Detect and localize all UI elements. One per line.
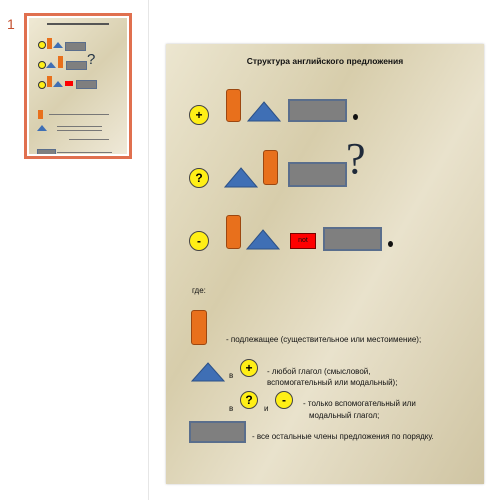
slide-title[interactable]: Структура английского предложения: [246, 56, 404, 66]
slide-editor: [149, 0, 500, 500]
thumb-title-line: [47, 23, 109, 25]
legend-and-word[interactable]: и: [264, 404, 269, 413]
period-mark[interactable]: [353, 114, 358, 120]
legend-any-verb-line2[interactable]: вспомогательный или модальный);: [267, 378, 398, 387]
legend-aux-line1[interactable]: - только вспомогательный или: [303, 399, 416, 408]
legend-rest-text[interactable]: - все остальные члены предложения по порядку.: [252, 432, 434, 441]
rest-members-shape[interactable]: [288, 162, 347, 187]
thumb-rect-gray: [76, 80, 97, 89]
thumb-text-line: [57, 152, 112, 153]
thumb-triangle: [53, 42, 63, 48]
thumb-question-mark: ?: [87, 51, 96, 68]
thumb-circle-minus: [38, 81, 46, 89]
subject-shape[interactable]: [226, 89, 241, 122]
legend-minus-circle-icon[interactable]: -: [275, 391, 293, 409]
thumb-text-line: [57, 126, 102, 127]
legend-in-word[interactable]: в: [229, 404, 234, 413]
thumb-rect-gray: [65, 42, 86, 51]
subject-shape[interactable]: [226, 215, 241, 249]
period-mark[interactable]: [388, 241, 393, 247]
subject-shape[interactable]: [263, 150, 278, 185]
thumb-rect-orange: [47, 76, 52, 87]
thumb-triangle: [37, 125, 47, 131]
slide-canvas[interactable]: [166, 44, 484, 484]
legend-in-word[interactable]: в: [229, 371, 234, 380]
verb-triangle-shape[interactable]: [247, 101, 281, 122]
legend-subject-shape[interactable]: [191, 310, 207, 345]
where-label[interactable]: где:: [192, 286, 206, 295]
thumb-rect-orange: [47, 38, 52, 49]
thumb-text-line: [69, 139, 109, 140]
rest-members-shape[interactable]: [323, 227, 382, 251]
legend-plus-circle-icon[interactable]: +: [240, 359, 258, 377]
thumb-triangle: [53, 81, 63, 87]
legend-rest-members-shape[interactable]: [189, 421, 246, 443]
thumb-circle-plus: [38, 41, 46, 49]
verb-triangle-shape[interactable]: [246, 229, 280, 250]
slide-number: 1: [7, 16, 15, 32]
legend-subject-text[interactable]: - подлежащее (существительное или местоимение);: [226, 335, 422, 344]
thumb-rect-orange: [38, 110, 43, 119]
legend-aux-line2[interactable]: модальный глагол;: [309, 411, 380, 420]
legend-any-verb-line1[interactable]: - любой глагол (смысловой,: [267, 367, 371, 376]
minus-circle-icon[interactable]: -: [189, 231, 209, 251]
rest-members-shape[interactable]: [288, 99, 347, 122]
thumb-triangle: [46, 62, 56, 68]
thumb-rect-gray: [66, 61, 87, 70]
not-box[interactable]: not: [290, 233, 316, 249]
thumb-rect-gray: [37, 149, 56, 154]
thumb-not-box: [65, 81, 73, 86]
slide-thumbnail-preview: [29, 18, 127, 154]
question-mark[interactable]: ?: [346, 134, 366, 183]
plus-circle-icon[interactable]: +: [189, 105, 209, 125]
thumb-circle-q: [38, 61, 46, 69]
question-circle-icon[interactable]: ?: [189, 168, 209, 188]
slide-thumbnail-pane: [0, 0, 149, 500]
thumb-rect-orange: [58, 56, 63, 68]
legend-question-circle-icon[interactable]: ?: [240, 391, 258, 409]
thumb-text-line: [57, 130, 102, 131]
verb-triangle-shape[interactable]: [224, 167, 258, 188]
thumb-text-line: [49, 114, 109, 115]
legend-verb-triangle[interactable]: [191, 362, 225, 382]
slide-thumbnail[interactable]: [24, 13, 132, 159]
